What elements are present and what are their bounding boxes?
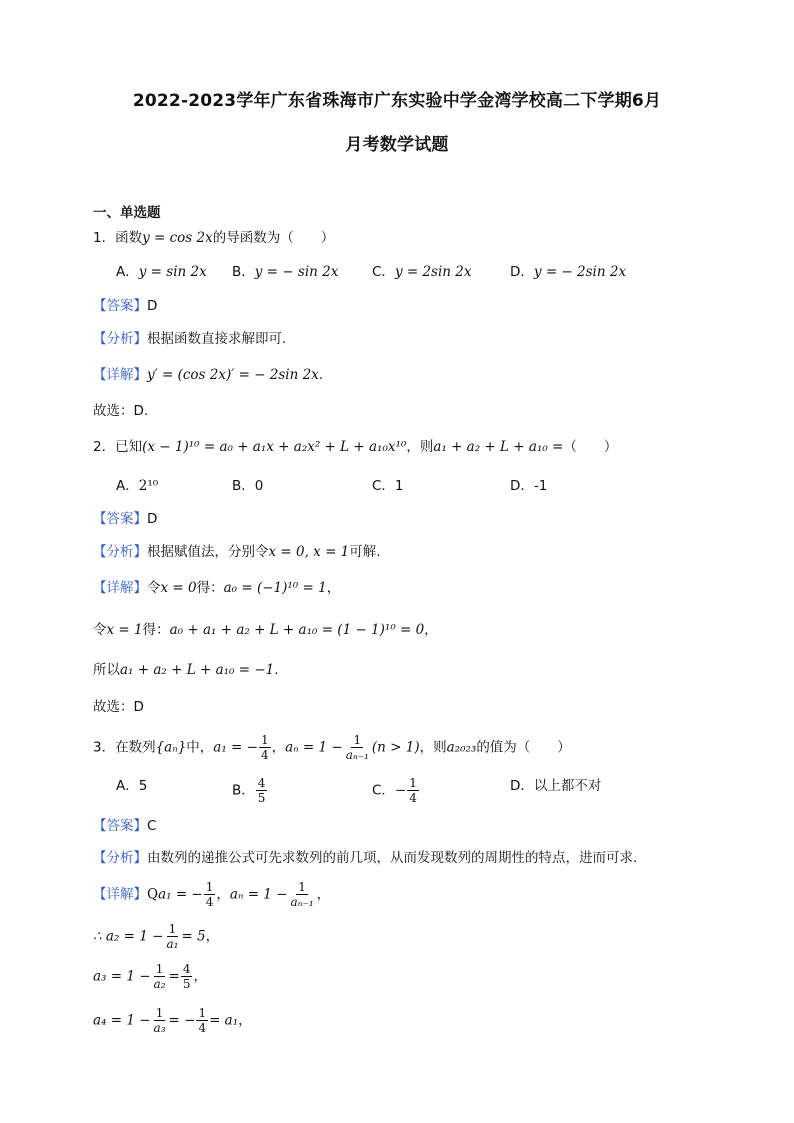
q2-analysis: 【分析】根据赋值法，分别令x = 0, x = 1可解. bbox=[93, 544, 381, 560]
q2-detail-2: 令x = 1得：a₀ + a₁ + a₂ + L + a₁₀ = (1 − 1)¹⁰ = 0， bbox=[93, 622, 438, 638]
q2-option-d: D．-1 bbox=[510, 478, 548, 494]
section-heading: 一、单选题 bbox=[93, 205, 161, 221]
q3-option-a: A．5 bbox=[116, 778, 148, 794]
q2-conclusion: 故选：D bbox=[93, 699, 144, 715]
q2-answer: 【答案】D bbox=[93, 511, 158, 527]
q2-detail-3: 所以a₁ + a₂ + L + a₁₀ = −1. bbox=[93, 662, 279, 678]
q1-option-c: C．y = 2sin 2x bbox=[372, 264, 472, 280]
q3-stem-fraction-2: $\frac{1}{\text{aₙ₋₁}}$ bbox=[345, 733, 369, 762]
q1-detail: 【详解】y′ = (cos 2x)′ = − 2sin 2x. bbox=[93, 367, 324, 383]
q1-stem-formula: y = cos 2x bbox=[142, 230, 213, 246]
q3-stem-fraction-1: $\frac{1}{4}$ bbox=[260, 733, 269, 762]
q1-stem-prefix: 1．函数 bbox=[93, 230, 143, 246]
q1-conclusion: 故选：D. bbox=[93, 403, 149, 419]
q3-step-3: a₄ = 1 − $\frac{1}{\text{a₃}}$ = − $\frac{1}{4}$ = a₁， bbox=[93, 1006, 252, 1035]
q1-stem-suffix: 的导函数为（ ） bbox=[212, 230, 335, 246]
q3-answer: 【答案】C bbox=[93, 818, 157, 834]
q3-option-c: C．− $\frac{1}{4}$ bbox=[372, 776, 417, 805]
q3-step-2: a₃ = 1 − $\frac{1}{\text{a₂}}$ = $\frac{4}{5}$ ， bbox=[93, 962, 207, 991]
q1-option-a: A．y = sin 2x bbox=[116, 264, 207, 280]
document-title-line-2: 月考数学试题 bbox=[345, 135, 449, 155]
q3-stem: 3．在数列{aₙ}中，a₁ = − $\frac{1}{4}$ ，aₙ = 1 − $\frac{1}{\text{aₙ₋₁}}$ (n > 1)，则a₂₀₂₃的值为（ ） bbox=[93, 733, 571, 762]
q2-option-b: B．0 bbox=[232, 478, 264, 494]
q3-option-d: D．以上都不对 bbox=[510, 778, 602, 794]
q1-option-d: D．y = − 2sin 2x bbox=[510, 264, 627, 280]
q1-stem bbox=[93, 228, 334, 248]
q3-option-b: B． $\frac{4}{5}$ bbox=[232, 776, 266, 805]
q1-answer: 【答案】D bbox=[93, 298, 158, 314]
document-title-line-1: 2022-2023学年广东省珠海市广东实验中学金湾学校高二下学期6月 bbox=[132, 91, 662, 111]
q2-option-c: C．1 bbox=[372, 478, 404, 494]
q3-step-1: ∴ a₂ = 1 − $\frac{1}{\text{a₁}}$ = 5， bbox=[93, 922, 220, 951]
q2-stem: 2．已知(x − 1)¹⁰ = a₀ + a₁x + a₂x² + L + a₁₀x¹⁰，则a₁ + a₂ + L + a₁₀ =（ ） bbox=[93, 439, 618, 455]
q3-detail-1: 【详解】Qa₁ = − $\frac{1}{4}$ ，aₙ = 1 − $\frac{1}{\text{aₙ₋₁}}$ ， bbox=[93, 880, 331, 909]
q2-option-a: A．2¹⁰ bbox=[116, 478, 159, 494]
q2-detail-1: 【详解】令x = 0得：a₀ = (−1)¹⁰ = 1， bbox=[93, 580, 341, 596]
q1-analysis: 【分析】根据函数直接求解即可. bbox=[93, 331, 287, 347]
q1-option-b: B．y = − sin 2x bbox=[232, 264, 339, 280]
q3-analysis: 【分析】由数列的递推公式可先求数列的前几项，从而发现数列的周期性的特点，进而可求. bbox=[93, 850, 638, 866]
